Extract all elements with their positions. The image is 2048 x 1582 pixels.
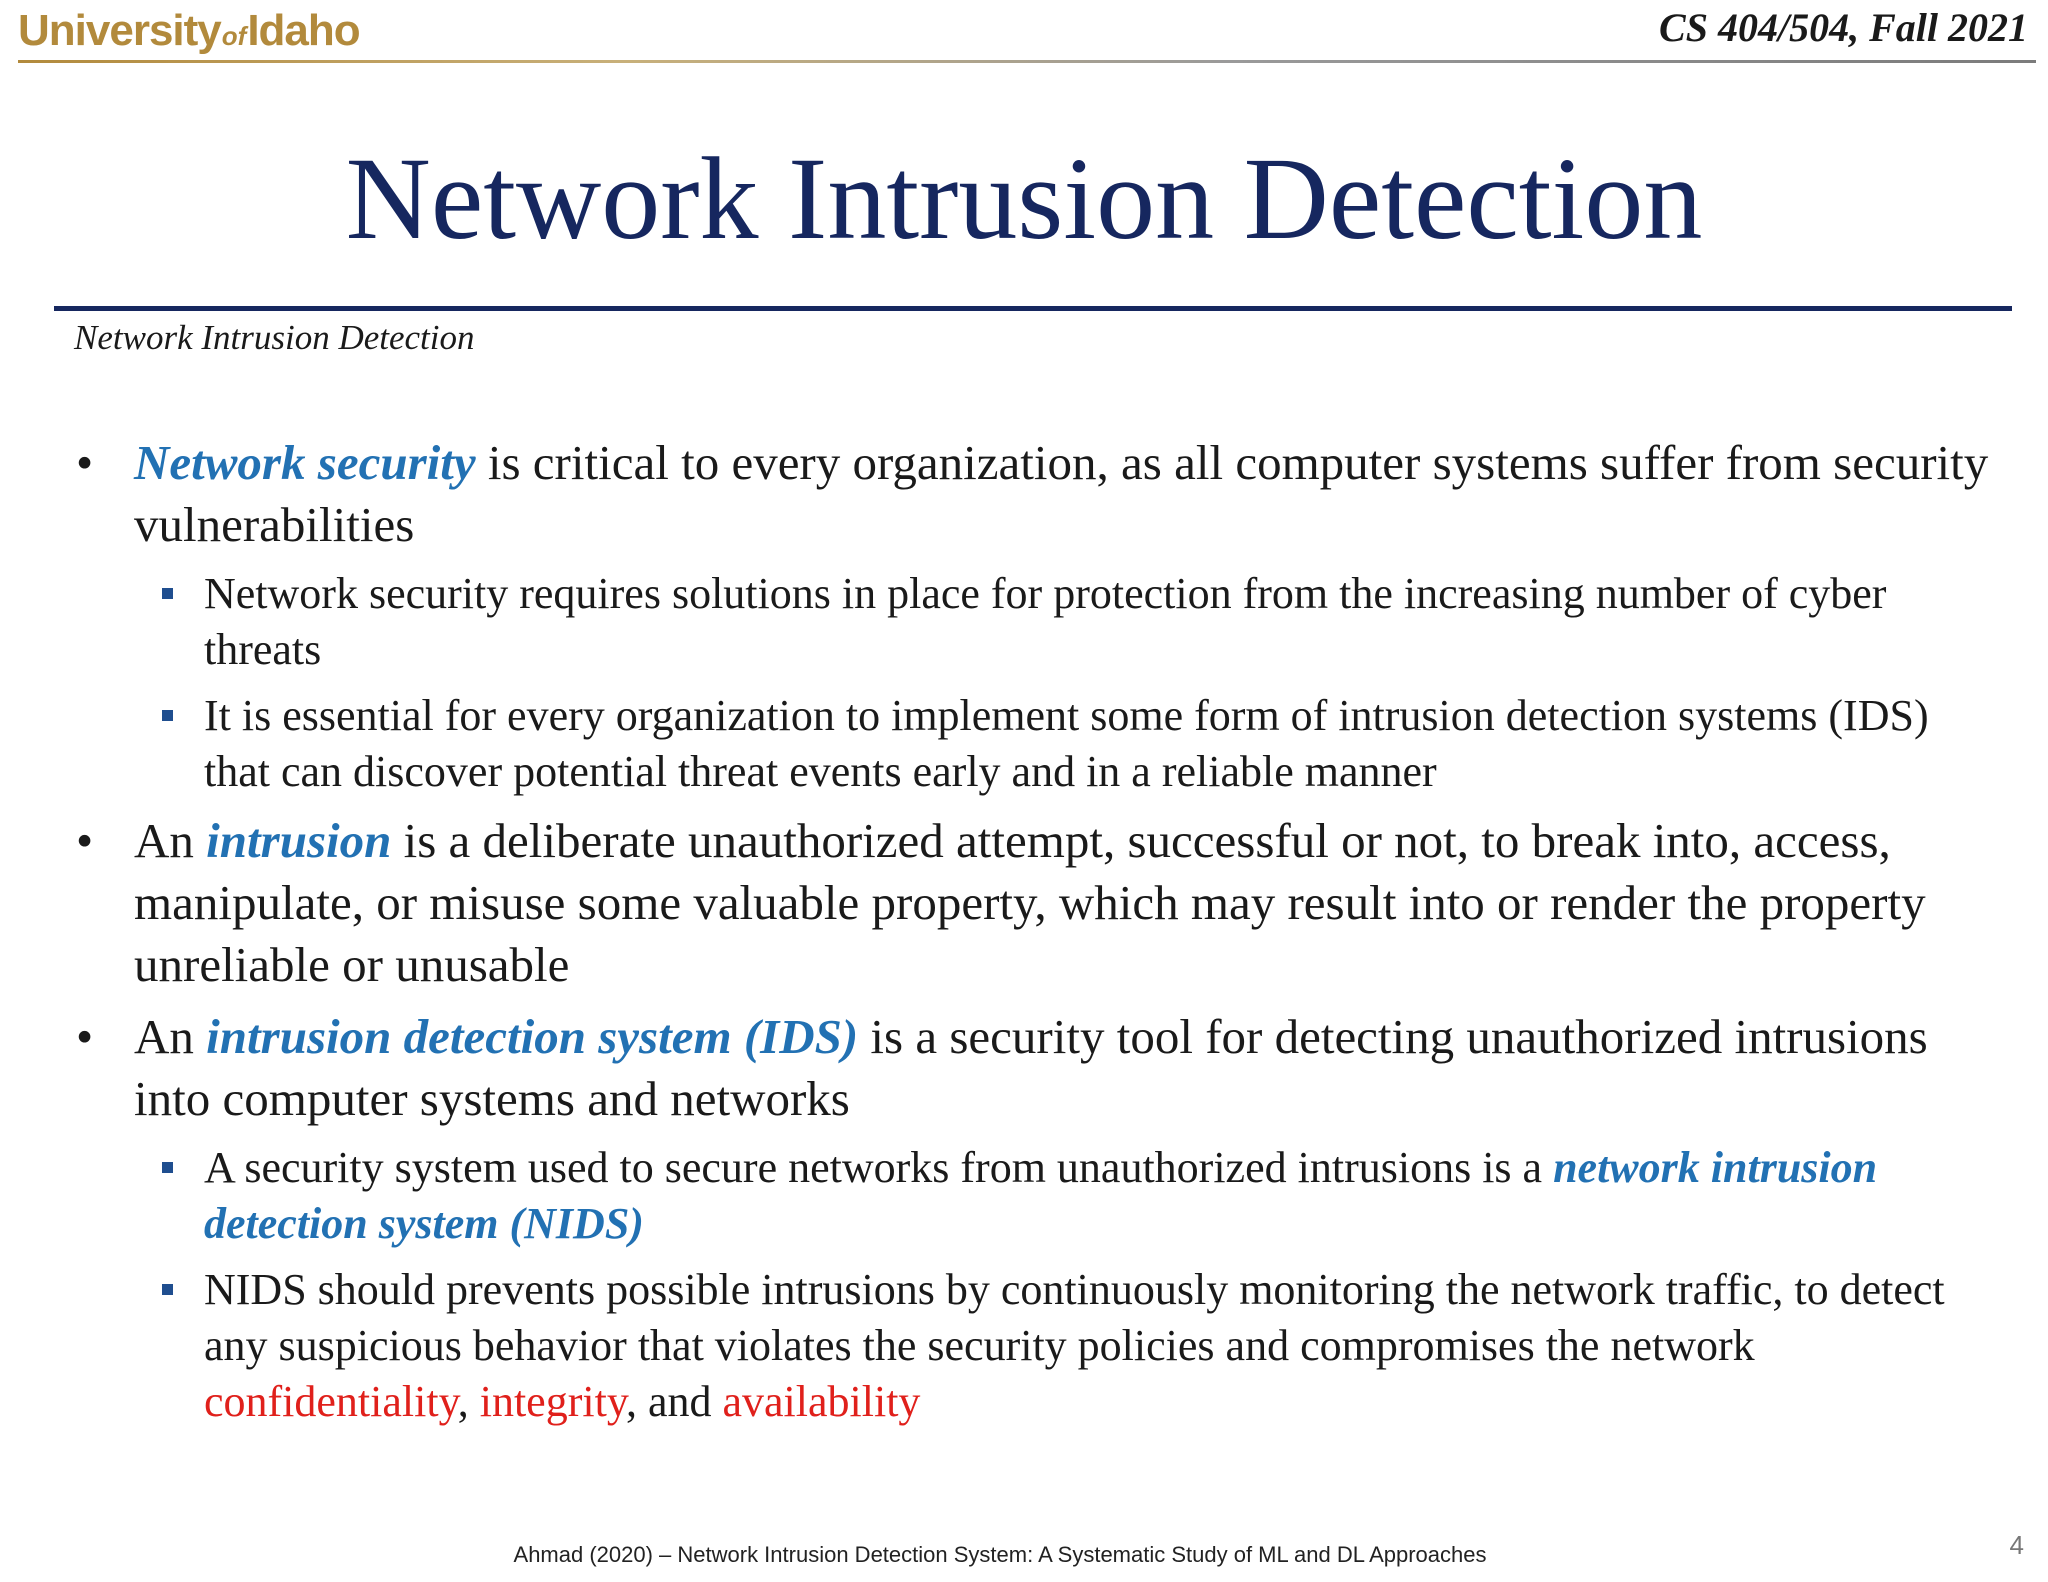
sub-bullet-cyber-threats [70,566,2000,678]
bullet-text: is critical to every organization, as all computer systems suffer from security vulnerabilities [134,435,1989,552]
separator: , [457,1377,480,1426]
logo-text-university: University [18,6,221,55]
bullet-text: is a security tool for detecting unauthorized intrusions into computer systems and networks [134,1009,1928,1126]
page-number: 4 [2009,1530,2024,1560]
term-network-security: Network security [134,435,476,490]
title-divider [54,306,2012,311]
sub-bullet-text: NIDS should prevents possible intrusions by continuously monitoring the network traffic, to detect any suspicious behavior that violates the security policies and compromises the network [204,1265,1945,1370]
square-bullet-icon [162,1162,173,1173]
slide-subtitle: Network Intrusion Detection [74,318,475,357]
logo-text-of: of [221,21,247,51]
term-integrity: integrity [479,1377,626,1426]
course-label: CS 404/504, Fall 2021 [1659,5,2028,50]
square-bullet-icon [162,588,173,599]
square-bullet-icon [162,710,173,721]
sub-bullet-nids-definition [70,1140,2000,1252]
sub-bullet-ids-essential [70,688,2000,800]
term-nids: network intrusion detection system (NIDS) [204,1143,1878,1248]
slide-content [70,432,2000,1440]
sub-bullet-nids-monitoring [70,1262,2000,1430]
term-intrusion: intrusion [206,813,392,868]
sub-bullet-text: A security system used to secure networks from unauthorized intrusions is a [204,1143,1554,1192]
slide-title: Network Intrusion Detection [345,133,1703,264]
bullet-dot-icon: • [76,435,94,490]
bullet-dot-icon: • [76,1009,94,1064]
bullet-text: is a deliberate unauthorized attempt, successful or not, to break into, access, manipulate, or misuse some valuable property, which may result into or render the property unreliable or unusable [134,813,1926,992]
logo-text-idaho: Idaho [247,6,360,55]
bullet-prefix: An [134,813,207,868]
bullet-network-security [70,432,2000,556]
term-confidentiality: confidentiality [204,1377,458,1426]
term-ids: intrusion detection system (IDS) [206,1009,859,1064]
sub-bullet-text: It is essential for every organization to implement some form of intrusion detection systems (IDS) that can discover potential threat events early and in a reliable manner [204,691,1929,796]
square-bullet-icon [162,1284,173,1295]
bullet-intrusion [70,810,2000,996]
bullet-dot-icon: • [76,813,94,868]
bullet-ids [70,1006,2000,1130]
separator: , and [625,1377,723,1426]
bullet-prefix: An [134,1009,207,1064]
term-availability: availability [722,1377,921,1426]
header-divider [18,60,2036,63]
footer-citation: Ahmad (2020) – Network Intrusion Detection System: A Systematic Study of ML and DL Approaches [513,1542,1487,1567]
university-of-idaho-logo [18,6,360,58]
sub-bullet-text: Network security requires solutions in place for protection from the increasing number of cyber threats [204,569,1887,674]
